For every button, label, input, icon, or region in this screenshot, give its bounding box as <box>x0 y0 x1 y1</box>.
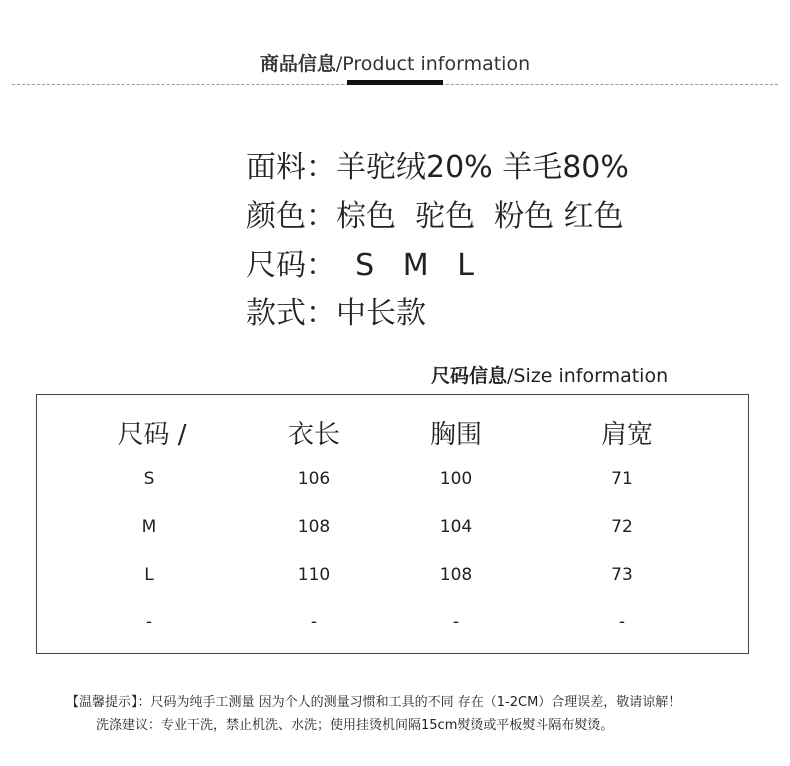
color-line: 颜色：棕色 驼色 粉色 红色 <box>246 199 624 234</box>
fabric-line: 面料：羊驼绒20% 羊毛80% <box>246 150 629 185</box>
washing-advice: 洗涤建议：专业干洗，禁止机洗、水洗；使用挂烫机间隔15cm熨烫或平板熨斗隔布熨烫。 <box>96 718 614 733</box>
table-cell: 71 <box>611 469 633 489</box>
table-cell: - <box>310 612 318 632</box>
table-cell: 108 <box>297 517 331 537</box>
table-cell: 108 <box>439 565 473 585</box>
table-cell: 73 <box>611 565 633 585</box>
table-cell: 72 <box>611 517 633 537</box>
measurement-tip: 【温馨提示】：尺码为纯手工测量 因为个人的测量习惯和工具的不同 存在（1-2CM）合理误差，敬请谅解！ <box>66 695 682 710</box>
product-section-title <box>0 50 790 78</box>
table-cell: S <box>143 469 155 489</box>
product-section-title-en: /Product information <box>335 53 531 75</box>
table-cell: L <box>144 565 154 585</box>
size-table <box>36 394 749 654</box>
size-line: 尺码： S M L <box>246 248 474 283</box>
size-section-title-en: /Size information <box>507 365 669 387</box>
table-cell: - <box>618 612 626 632</box>
table-header-length: 衣长 <box>287 420 341 450</box>
table-header-chest: 胸围 <box>429 420 483 450</box>
table-cell: - <box>145 612 153 632</box>
table-cell: 106 <box>297 469 331 489</box>
size-section-title <box>431 363 668 389</box>
table-header-size: 尺码 / <box>117 420 187 450</box>
size-section-title-cn: 尺码信息 <box>431 365 508 387</box>
style-line: 款式：中长款 <box>246 296 426 331</box>
table-cell: 104 <box>439 517 473 537</box>
table-cell: 110 <box>297 565 331 585</box>
title-underline <box>347 80 443 85</box>
table-cell: - <box>452 612 460 632</box>
table-header-shoulder: 肩宽 <box>600 420 654 450</box>
product-section-title-cn: 商品信息 <box>259 53 336 75</box>
table-cell: M <box>141 517 157 537</box>
table-cell: 100 <box>439 469 473 489</box>
